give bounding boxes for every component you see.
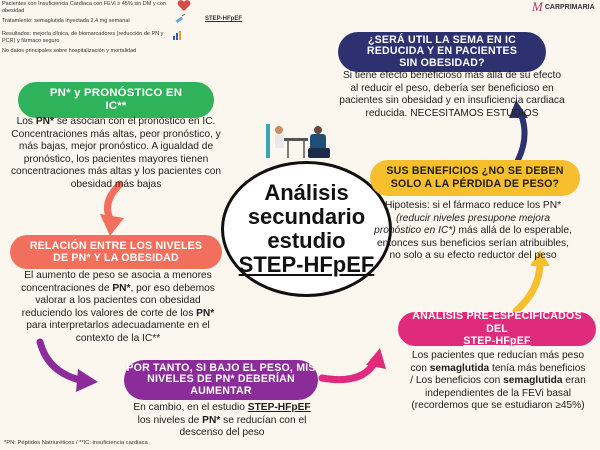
- por-tanto-body-t1a: En cambio, en el estudio: [133, 402, 248, 413]
- arrow-relacion-to-tanto-head: [76, 369, 98, 392]
- analisis-pre-title-line-2a: DEL: [486, 322, 508, 335]
- analisis-pre-body-t2a: con: [410, 362, 430, 374]
- relacion-body-t4b: PN*: [196, 307, 215, 319]
- sema-util-body-t4: reducida. NECESITAMOS ESTUDIOS: [365, 107, 539, 119]
- relacion-body: [10, 270, 226, 346]
- analisis-pre-body-t5: (recordemos que se estudiaron ≥45%): [411, 400, 585, 412]
- por-tanto-title-line-3: AUMENTAR: [190, 384, 252, 397]
- center-title-line-2: secundario: [247, 204, 366, 229]
- pn-body-t1c: se asocian con el pronóstico en IC.: [53, 116, 216, 127]
- relacion-body-t2a: concentraciones de: [21, 282, 113, 294]
- arrow-pn-to-relacion-head: [100, 214, 124, 236]
- analisis-pre-body-t3b: semaglutida: [503, 375, 563, 387]
- sema-util-title-line-2: REDUCIDA Y EN PACIENTES: [366, 45, 518, 58]
- por-tanto-body-t3: descenso del peso: [179, 427, 265, 439]
- beneficios-body-t3a: pronóstico en IC*): [374, 225, 456, 237]
- beneficios-title: [370, 160, 580, 196]
- pn-pronostico-title-line-2: IC**: [105, 100, 127, 112]
- relacion-title-line-1: RELACIÓN ENTRE LOS NIVELES: [29, 240, 203, 252]
- logo-mark: M: [532, 0, 543, 14]
- pn-body-t6: obesidad más bajas: [70, 178, 162, 190]
- header-line-2: Tratamiento: semaglutida inyectada 2.4 mg semanal: [2, 18, 130, 24]
- relacion-body-t5: para interpretarlos adecuadamente en el: [26, 320, 210, 332]
- relacion-body-t6: contexto de la IC**: [75, 332, 161, 344]
- center-title-line-1: Análisis: [264, 180, 349, 205]
- sema-util-body: [334, 70, 570, 120]
- relacion-body-t2b: PN*: [112, 282, 131, 294]
- beneficios-title-line-2: SOLO A LA PÉRDIDA DE PESO?: [390, 178, 560, 190]
- por-tanto-body: [124, 402, 320, 440]
- analisis-pre-body-t2b: semaglutida: [429, 362, 490, 374]
- beneficios-body-t1a: Hipotesis: si el fármaco reduce los: [384, 200, 543, 211]
- sema-util-title: [338, 32, 546, 72]
- pn-body-t1b: PN*: [35, 116, 54, 127]
- relacion-body-t4a: reduciendo los valores de corte de los: [21, 307, 197, 319]
- por-tanto-body-t1b: STEP-HFpEF: [247, 402, 311, 413]
- beneficios-body-t3b: más allá de lo esperable,: [455, 225, 572, 237]
- logo-text: CARPRIMARIA: [544, 3, 595, 11]
- analisis-pre-title: [398, 312, 596, 346]
- header-line-3: Resultados: mejoría clínica, de biomarcadores (reducción de PN y PCR) y fármaco seguro: [2, 31, 164, 44]
- arrow-analisis-to-beneficios: [516, 262, 540, 311]
- arrow-relacion-to-tanto: [40, 342, 80, 380]
- center-title-line-3: estudio: [267, 228, 346, 253]
- study-tag: STEP-HFpEF: [205, 16, 242, 22]
- relacion-body-t2c: , por eso debemos: [130, 282, 215, 294]
- por-tanto-body-t2b: PN*: [202, 414, 221, 426]
- relacion-body-t1: El aumento de peso se asocia a menores: [24, 270, 212, 281]
- relacion-title: [10, 235, 222, 269]
- analisis-pre-title-line-2b: STEP-HFpEF: [463, 335, 531, 348]
- sema-util-title-line-3: SIN OBESIDAD?: [399, 56, 485, 69]
- por-tanto-body-t2a: los niveles de: [137, 414, 203, 426]
- beneficios-body-t1b: PN*: [542, 200, 562, 211]
- beneficios-body-t5: no solo a su efecto reductor del peso: [389, 250, 557, 262]
- beneficios-body-t4: entonces sus beneficios serían atribuibles,: [377, 237, 569, 249]
- por-tanto-body-t2c: se reducían con el: [220, 414, 307, 426]
- pn-body-t2: Concentraciones más altas, peor pronóstico, y: [11, 128, 221, 140]
- beneficios-body-t2: (reducir niveles presupone mejora: [395, 212, 551, 224]
- pn-pronostico-body: [10, 116, 222, 192]
- analisis-pre-body-t1: Los pacientes que reducían más peso: [411, 350, 585, 361]
- header-line-4: No datos principales sobre hospitalización y mortalidad: [2, 48, 137, 54]
- analisis-pre-body-t4: independientes de la FEVi basal: [425, 387, 571, 399]
- relacion-title-line-2: DE PN* Y LA OBESIDAD: [53, 252, 179, 264]
- por-tanto-title: [124, 360, 318, 400]
- analisis-pre-body: [398, 350, 598, 413]
- pn-pronostico-title: [18, 82, 214, 118]
- analisis-pre-body-t3c: eran: [562, 375, 586, 387]
- beneficios-title-line-1: SUS BENEFICIOS ¿NO SE DEBEN: [386, 165, 564, 178]
- beneficios-body: [366, 200, 580, 263]
- header-line-1: Pacientes con Insuficiencia Cardiaca con FEVi ≥ 45% sin DM y con obesidad: [2, 1, 167, 14]
- relacion-body-t3: valorar a los pacientes con obesidad: [35, 295, 201, 307]
- footnote: *PN: Péptidos Natriuréticos / **IC: insuficiencia cardiaca: [4, 440, 148, 446]
- pn-body-t1a: Los: [16, 116, 36, 127]
- sema-util-title-line-1: ¿SERÁ UTIL LA SEMA EN IC: [367, 33, 516, 46]
- por-tanto-title-line-2: NIVELES DE PN* DEBERÍAN: [147, 373, 295, 386]
- analisis-pre-title-line-1: ANÁLISIS PRE-ESPECIFICADOS: [412, 310, 582, 323]
- pn-body-t5: concentraciones más altas y los pacientes con: [10, 166, 222, 178]
- analisis-pre-body-t3a: / Los beneficios con: [410, 375, 504, 387]
- por-tanto-title-line-1: POR TANTO, SI BAJO EL PESO, MIS: [126, 361, 316, 374]
- sema-util-body-t2: al reducir el peso, debería ser beneficioso en: [350, 82, 554, 94]
- pn-pronostico-title-line-1: PN* y PRONÓSTICO EN: [49, 87, 183, 99]
- sema-util-body-t1: Si tiene efecto beneficioso más allá de su efecto: [342, 70, 562, 81]
- pn-body-t4: pronóstico, los pacientes mayores tienen: [23, 153, 209, 165]
- center-title-line-4: STEP-HFpEF: [238, 252, 375, 277]
- pn-body-t3: más bajas, mejor pronóstico. A igualdad de: [18, 141, 214, 153]
- sema-util-body-t3: pacientes sin obesidad y en insuficiencia cardiaca: [339, 95, 565, 107]
- analisis-pre-body-t2c: tenía más beneficios: [489, 362, 586, 374]
